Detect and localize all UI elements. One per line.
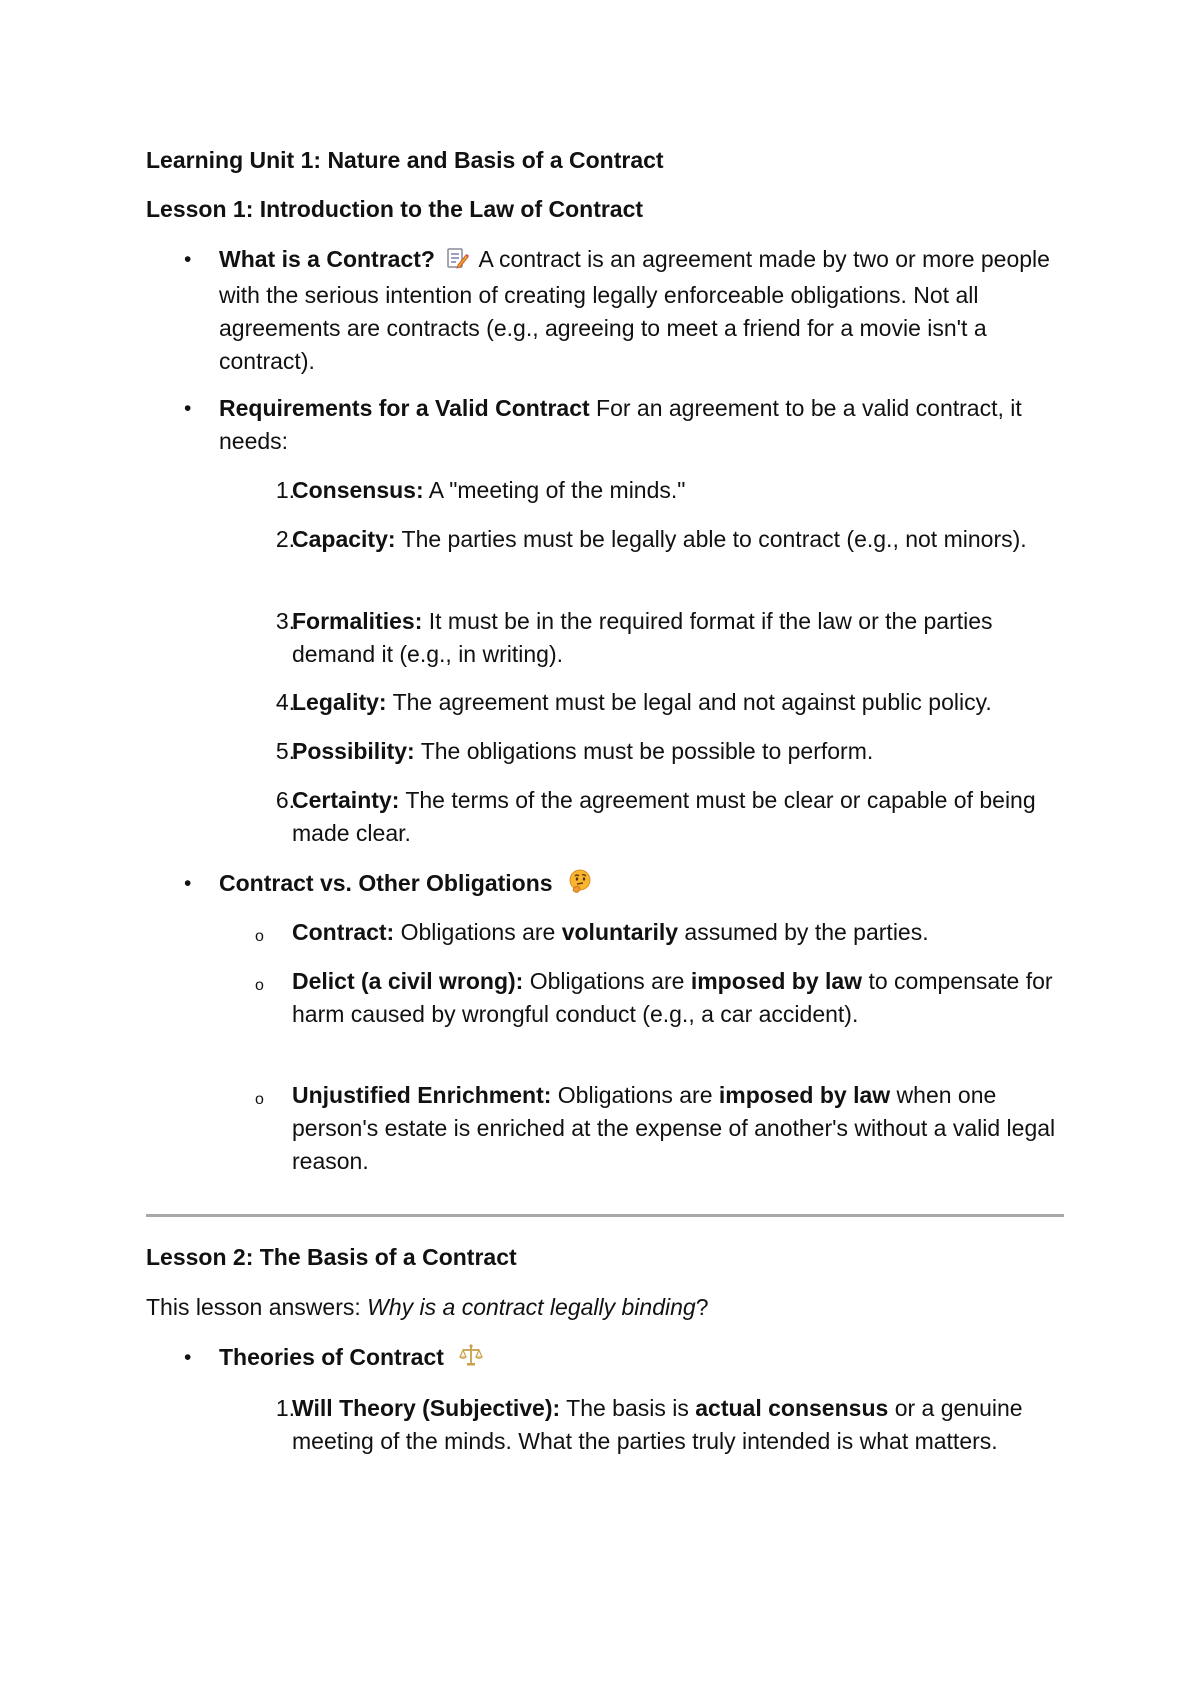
obligation-emphasis: imposed by law — [718, 1082, 891, 1108]
list-number: 3. — [275, 608, 295, 634]
requirement-text: It must be in the required format if the law or the parties demand it (e.g., in writing). — [292, 608, 993, 667]
list-number: 1. — [275, 477, 295, 503]
what-label: What is a Contract? — [219, 246, 435, 272]
bullet-dot: • — [184, 872, 192, 895]
list-number: 1. — [275, 1395, 295, 1421]
theory-emphasis: actual consensus — [695, 1395, 889, 1421]
lesson-1-heading: Lesson 1: Introduction to the Law of Contract — [146, 196, 644, 222]
requirement-text: The agreement must be legal and not against public policy. — [392, 689, 992, 715]
list-number: 5. — [275, 738, 295, 764]
bullet-dot: • — [184, 1346, 192, 1369]
obligation-text: Obligations are — [557, 1082, 713, 1108]
circle-bullet-icon: o — [255, 1091, 264, 1108]
obligation-label: Contract: — [292, 919, 395, 945]
thinking-face-icon — [567, 868, 593, 903]
requirement-label: Formalities: — [292, 608, 423, 634]
requirements-label: Requirements for a Valid Contract — [219, 395, 590, 421]
obligation-text: assumed by the parties. — [684, 919, 929, 945]
obligation-label: Delict (a civil wrong): — [292, 968, 524, 994]
list-number: 4. — [275, 689, 295, 715]
bullet-dot: • — [184, 248, 192, 271]
requirement-label: Capacity: — [292, 526, 396, 552]
requirement-label: Possibility: — [292, 738, 415, 764]
obligation-text: Obligations are — [529, 968, 685, 994]
theory-text: or a genuine meeting of the minds. What the parties truly intended is what matters. — [292, 1395, 1023, 1454]
bullet-dot: • — [184, 397, 192, 420]
intro-question: Why is a contract legally binding — [367, 1294, 696, 1320]
requirement-text: A "meeting of the minds." — [428, 477, 686, 503]
what-text: A contract is an agreement made by two or more people with the serious intention of creating legally enforceable obligations. Not all agreements are contracts (e.g., agreeing to meet a friend for a movie isn't a contract). — [219, 246, 1050, 374]
intro-punctuation: ? — [695, 1294, 709, 1320]
intro-text: This lesson answers: — [146, 1294, 361, 1320]
list-number: 2. — [275, 526, 295, 552]
vs-label: Contract vs. Other Obligations — [219, 870, 553, 896]
theory-label: Will Theory (Subjective): — [292, 1395, 561, 1421]
theory-text: The basis is — [566, 1395, 689, 1421]
circle-bullet-icon: o — [255, 928, 264, 945]
obligation-text: Obligations are — [400, 919, 556, 945]
requirement-text: The parties must be legally able to contract (e.g., not minors). — [401, 526, 1027, 552]
requirement-label: Consensus: — [292, 477, 424, 503]
document-title: Learning Unit 1: Nature and Basis of a Contract — [146, 147, 664, 173]
balance-scale-icon — [458, 1342, 484, 1377]
memo-icon — [445, 246, 469, 279]
requirement-text: The terms of the agreement must be clear or capable of being made clear. — [292, 787, 1036, 846]
lesson-2-heading: Lesson 2: The Basis of a Contract — [146, 1244, 517, 1270]
obligation-text: when one person's estate is enriched at the expense of another's without a valid legal reason. — [292, 1082, 1056, 1174]
requirement-label: Certainty: — [292, 787, 400, 813]
requirement-label: Legality: — [292, 689, 387, 715]
requirement-text: The obligations must be possible to perform. — [420, 738, 874, 764]
horizontal-divider — [146, 1214, 1064, 1217]
lesson-2-intro — [146, 1291, 1066, 1324]
obligation-label: Unjustified Enrichment: — [292, 1082, 552, 1108]
obligation-text: to compensate for harm caused by wrongful conduct (e.g., a car accident). — [292, 968, 1053, 1027]
requirements-text: For an agreement to be a valid contract, it needs: — [219, 395, 1022, 454]
list-number: 6. — [275, 787, 295, 813]
theories-label: Theories of Contract — [219, 1344, 444, 1370]
circle-bullet-icon: o — [255, 977, 264, 994]
obligation-emphasis: voluntarily — [561, 919, 679, 945]
obligation-emphasis: imposed by law — [690, 968, 863, 994]
